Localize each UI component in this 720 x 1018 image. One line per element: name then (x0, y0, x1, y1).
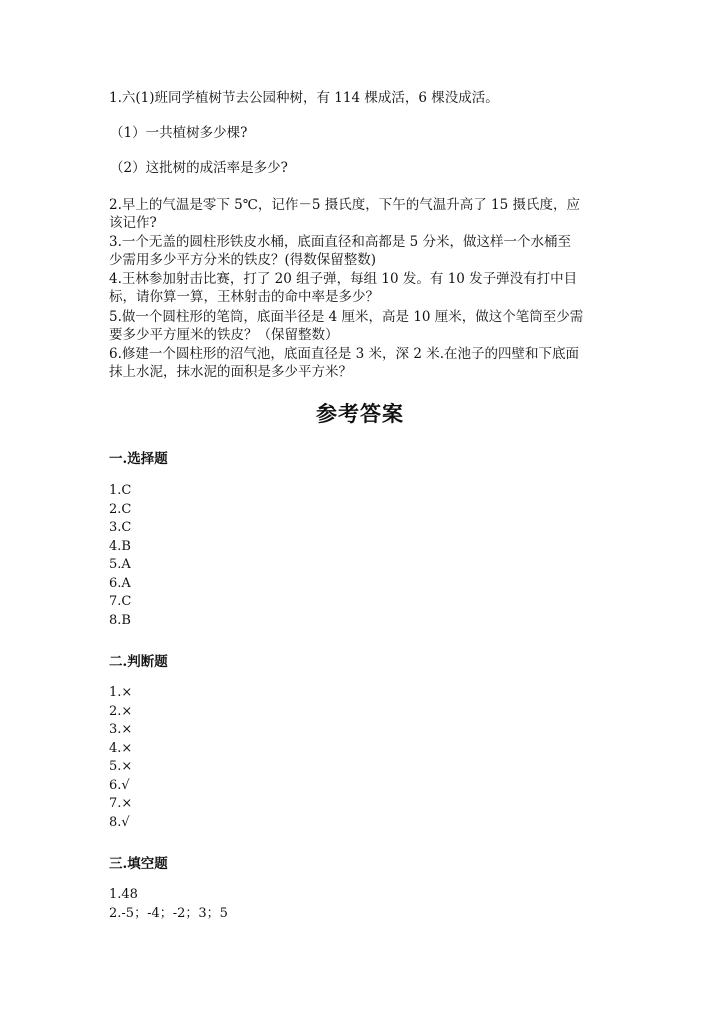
choice-answer: 7.C (109, 594, 132, 609)
choice-answer: 2.C (109, 501, 132, 517)
problem-2-line-1: 2.早上的气温是零下 5℃，记作－5 摄氏度，下午的气温升高了 15 摄氏度，应 (109, 197, 581, 213)
problem-5-line-1: 5.做一个圆柱形的笔筒，底面半径是 4 厘米，高是 10 厘米，做这个笔筒至少需 (109, 309, 584, 325)
problem-6-line-1: 6.修建一个圆柱形的沼气池，底面直径是 3 米，深 2 米.在池子的四壁和下底面 (109, 346, 580, 362)
problem-4-line-2: 标，请你算一算，王林射击的命中率是多少？ (109, 289, 379, 305)
judge-answer: 5.× (109, 759, 133, 774)
judge-answer: 4.× (109, 740, 133, 756)
choice-answer: 3.C (109, 520, 132, 535)
choice-answer: 1.C (109, 483, 132, 498)
section-heading-judge: 二.判断题 (109, 654, 168, 670)
judge-answer: 7.× (109, 796, 133, 811)
choice-answer: 8.B (109, 612, 131, 628)
problem-4-line-1: 4.王林参加射击比赛，打了 20 组子弹，每组 10 发。有 10 发子弹没有打中目 (109, 271, 578, 287)
problem-3-line-1: 3.一个无盖的圆柱形铁皮水桶，底面直径和高都是 5 分米，做这样一个水桶至 (109, 234, 572, 250)
problem-3-line-2: 少需用多少平方分米的铁皮？(得数保留整数) (109, 252, 377, 268)
choice-answer: 4.B (109, 538, 131, 554)
judge-answer: 8.√ (109, 814, 130, 830)
problem-2-line-2: 该记作? (109, 215, 157, 231)
problem-1-question-2: （2）这批树的成活率是多少? (110, 160, 288, 176)
problem-1-question-1: （1）一共植树多少棵? (110, 125, 248, 141)
choice-answer: 5.A (109, 557, 131, 572)
judge-answer: 3.× (109, 722, 133, 737)
fill-answer: 2.-5；-4；-2；3；5 (109, 905, 228, 921)
answer-title: 参考答案 (316, 401, 404, 426)
problem-1: 1.六(1)班同学植树节去公园种树，有 114 棵成活，6 棵没成活。 (109, 90, 499, 106)
section-heading-fill: 三.填空题 (109, 856, 168, 872)
problem-6-line-2: 抹上水泥，抹水泥的面积是多少平方米？ (109, 364, 352, 380)
fill-answer: 1.48 (109, 887, 138, 902)
problem-5-line-2: 要多少平方厘米的铁皮？（保留整数） (109, 327, 339, 343)
judge-answer: 1.× (109, 685, 133, 700)
section-heading-choice: 一.选择题 (109, 451, 168, 467)
judge-answer: 6.√ (109, 777, 130, 793)
choice-answer: 6.A (109, 575, 131, 591)
judge-answer: 2.× (109, 703, 133, 719)
